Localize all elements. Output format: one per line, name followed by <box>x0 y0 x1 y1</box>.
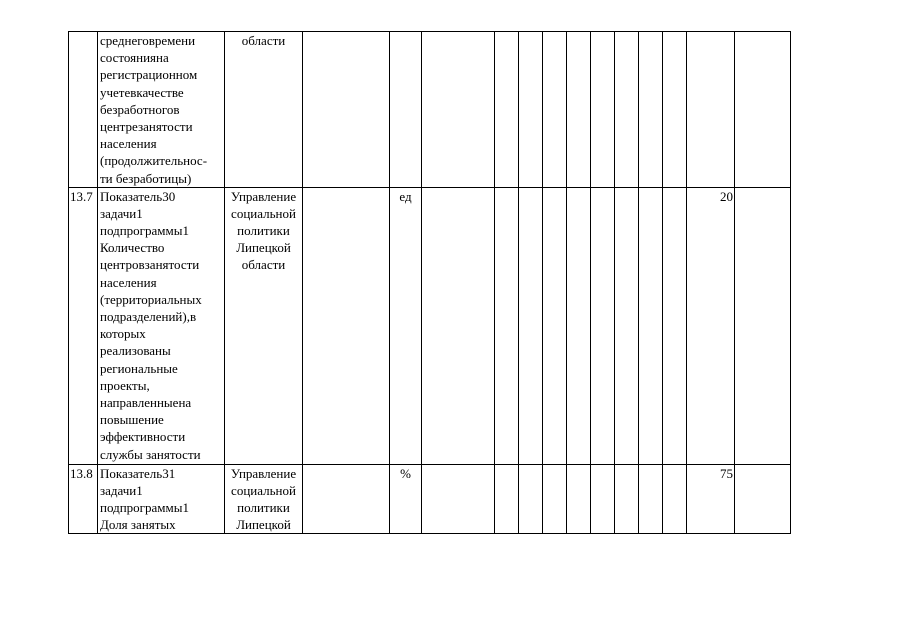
word: учете <box>100 84 131 100</box>
word: Показатель <box>100 188 163 204</box>
empty-cell <box>495 32 519 188</box>
empty-cell <box>567 32 591 188</box>
indicator-name-line: региональные <box>100 360 178 376</box>
empty-cell <box>663 187 687 464</box>
empty-cell <box>543 187 567 464</box>
empty-cell <box>543 464 567 534</box>
word: направленные <box>100 394 179 410</box>
empty-cell <box>591 187 615 464</box>
empty-cell <box>735 187 791 464</box>
indicator-name-line: населения <box>100 274 157 290</box>
indicator-name-line: которых <box>100 326 146 342</box>
empty-cell <box>615 187 639 464</box>
word: центров <box>100 257 145 273</box>
empty-cell <box>495 464 519 534</box>
word: качестве <box>136 84 184 100</box>
responsible-line: Управление <box>230 465 297 481</box>
responsible-cell <box>225 32 303 188</box>
row-number-cell <box>69 187 98 464</box>
word: 1 <box>182 223 189 239</box>
empty-cell <box>519 32 543 188</box>
responsible-line: политики <box>237 500 290 516</box>
table-body <box>69 32 846 534</box>
empty-cell <box>422 32 495 188</box>
responsible-line: Управление <box>230 188 297 204</box>
word: в <box>173 101 180 117</box>
indicator-name-line <box>100 394 223 411</box>
target-value: 75 <box>720 465 733 481</box>
indicators-table <box>68 31 846 534</box>
word: среднего <box>100 33 149 48</box>
indicator-name-line: проекты, <box>100 377 150 393</box>
word: на <box>156 50 169 66</box>
word: подпрограммы <box>100 223 183 239</box>
word: времени <box>148 33 196 48</box>
word: 1 <box>136 482 143 498</box>
target-value-cell <box>687 32 735 188</box>
empty-cell <box>639 187 663 464</box>
empty-cell <box>591 32 615 188</box>
indicator-name-line <box>100 32 223 49</box>
table-row <box>69 32 846 188</box>
row-number: 13.8 <box>70 465 93 481</box>
empty-cell <box>567 464 591 534</box>
indicator-name-line <box>100 188 223 205</box>
table-row <box>69 187 846 464</box>
indicator-name-cell <box>98 187 225 464</box>
empty-cell <box>303 32 390 188</box>
indicator-name-line <box>100 465 223 482</box>
indicator-name-line <box>100 256 223 273</box>
indicator-name-line <box>100 499 223 516</box>
empty-cell <box>615 32 639 188</box>
indicator-name-line <box>100 84 223 101</box>
responsible-cell <box>225 464 303 534</box>
indicator-name-cell <box>98 32 225 188</box>
word: в <box>189 309 197 324</box>
indicator-name-cell <box>98 464 225 534</box>
empty-cell <box>303 464 390 534</box>
unit-cell <box>390 32 422 188</box>
responsible-line: Липецкой <box>236 240 291 256</box>
word: занятости <box>144 257 200 273</box>
empty-cell <box>519 187 543 464</box>
empty-cell <box>422 464 495 534</box>
responsible-line: области <box>241 257 286 273</box>
word: задачи <box>100 205 137 221</box>
word: центре <box>100 118 138 134</box>
indicator-name-line: реализованы <box>100 343 171 359</box>
empty-cell <box>663 32 687 188</box>
word: безработного <box>100 101 174 117</box>
empty-cell <box>735 32 791 188</box>
word: 1 <box>182 500 189 516</box>
target-value-cell <box>687 187 735 464</box>
row-number: 13.7 <box>70 188 93 204</box>
indicator-name-line: службы занятости <box>100 446 201 462</box>
indicator-name-line <box>100 205 223 222</box>
indicator-name-line <box>100 308 223 325</box>
empty-cell <box>735 464 791 534</box>
indicator-name-line <box>100 482 223 499</box>
empty-cell <box>639 464 663 534</box>
word: состояния <box>100 50 156 66</box>
empty-cell <box>663 464 687 534</box>
responsible-line: области <box>241 33 286 48</box>
indicator-name-line: населения <box>100 136 157 152</box>
unit-cell <box>390 464 422 534</box>
word: подразделений), <box>100 309 190 324</box>
empty-cell <box>615 464 639 534</box>
target-value-cell <box>687 464 735 534</box>
row-number-cell <box>69 32 98 188</box>
responsible-line: социальной <box>231 205 296 221</box>
responsible-cell <box>225 187 303 464</box>
word: на <box>178 394 192 410</box>
empty-cell <box>639 32 663 188</box>
row-number-cell <box>69 464 98 534</box>
table-row <box>69 464 846 534</box>
empty-cell <box>591 464 615 534</box>
word: 31 <box>162 465 176 481</box>
word: Показатель <box>100 465 163 481</box>
word: 30 <box>162 188 176 204</box>
empty-cell <box>543 32 567 188</box>
indicator-name-line: эффективности <box>100 429 186 445</box>
responsible-line: политики <box>237 223 290 239</box>
word: 1 <box>136 205 143 221</box>
empty-cell <box>495 187 519 464</box>
indicator-name-line <box>100 101 223 118</box>
indicator-name-line: ти безработицы) <box>100 170 192 186</box>
responsible-line: Липецкой <box>236 517 291 533</box>
unit-value: ед <box>399 188 412 204</box>
indicator-name-line: повышение <box>100 412 164 428</box>
target-value: 20 <box>720 188 733 204</box>
indicator-name-line <box>100 118 223 135</box>
word: подпрограммы <box>100 500 183 516</box>
indicator-name-line <box>100 49 223 66</box>
empty-cell <box>422 187 495 464</box>
word: задачи <box>100 482 137 498</box>
indicator-name-line: (продолжительнос- <box>100 153 208 169</box>
indicator-name-line: Количество <box>100 240 165 256</box>
empty-cell <box>519 464 543 534</box>
indicator-name-line: Доля занятых <box>100 517 176 533</box>
empty-cell <box>567 187 591 464</box>
word: в <box>130 84 137 100</box>
indicator-name-line: (территориальных <box>100 291 202 307</box>
empty-cell <box>303 187 390 464</box>
unit-value: % <box>400 465 411 481</box>
unit-cell <box>390 187 422 464</box>
indicator-name-line: регистрационном <box>100 67 198 83</box>
indicator-name-line <box>100 222 223 239</box>
responsible-line: социальной <box>231 482 296 498</box>
word: занятости <box>137 118 193 134</box>
